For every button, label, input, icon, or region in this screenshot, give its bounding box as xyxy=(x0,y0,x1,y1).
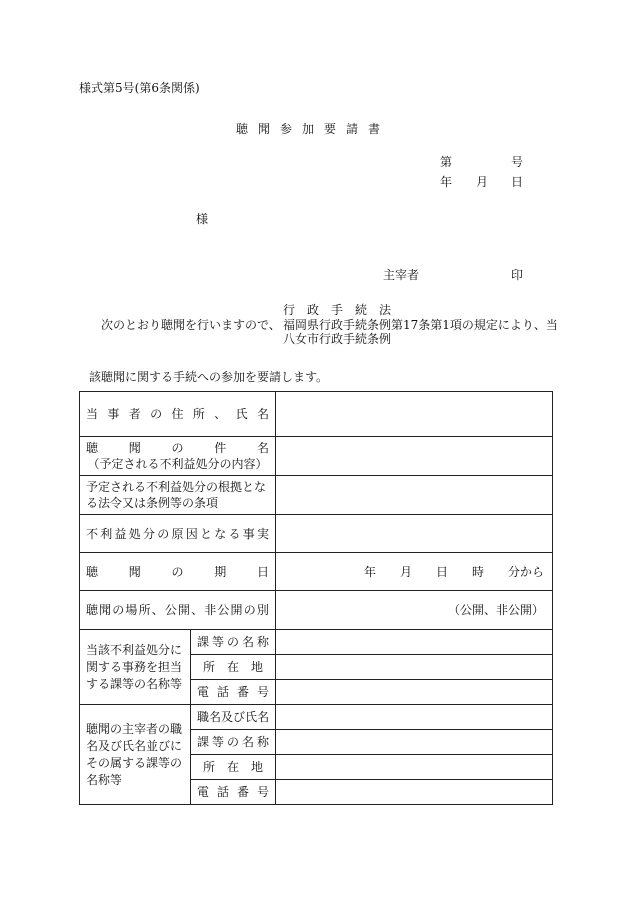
hearing-date-label xyxy=(86,564,269,580)
label-char: 聴 xyxy=(86,564,99,579)
cause-label-cell xyxy=(80,515,276,553)
label-char: 話 xyxy=(217,785,230,799)
label-char: な xyxy=(214,526,227,541)
place-label-cell xyxy=(80,591,276,630)
document-title: 聴聞参加要請書 xyxy=(236,122,391,136)
table-row xyxy=(80,553,553,591)
dept-name2-value-cell xyxy=(276,730,553,755)
seal-mark: 印 xyxy=(511,268,524,282)
table-row xyxy=(80,437,553,476)
label-char: の xyxy=(227,635,240,649)
place-label xyxy=(86,602,269,618)
label-char: の xyxy=(171,564,184,579)
label-char: び xyxy=(233,710,246,724)
label-char: 話 xyxy=(217,685,230,699)
basis-label-cell xyxy=(80,476,276,515)
label-char: 所 xyxy=(138,603,151,617)
matter-label xyxy=(86,440,269,456)
label-char: 所 xyxy=(203,760,216,774)
matter-sublabel: （予定される不利益処分の内容） xyxy=(87,457,268,471)
label-char: 職 xyxy=(197,710,210,724)
label-char: の xyxy=(243,603,256,617)
cause-label xyxy=(86,526,269,542)
phone2-label xyxy=(197,784,269,800)
location-label-cell xyxy=(191,655,276,680)
label-char: 別 xyxy=(256,603,269,617)
addressee-suffix: 様 xyxy=(196,212,209,226)
label-char: 事 xyxy=(242,526,255,541)
hearing-form-table xyxy=(79,391,553,805)
label-char: 氏 xyxy=(235,407,248,421)
basis-label-line1: 予定される不利益処分の根拠とな xyxy=(86,480,267,494)
table-row xyxy=(80,705,553,730)
location-value-cell xyxy=(276,655,553,680)
dept-name-label-cell xyxy=(191,630,276,655)
label-char: 地 xyxy=(251,660,264,674)
label-char: 聞 xyxy=(99,603,112,617)
label-char: 所 xyxy=(203,660,216,674)
law-option-2: 福岡県行政手続条例第17条第1項の規定により、当 xyxy=(283,318,558,332)
label-char: 聴 xyxy=(86,441,99,455)
label-char: 日 xyxy=(257,564,270,579)
label-char: 分 xyxy=(143,526,156,541)
label-char: 不 xyxy=(86,526,99,541)
location2-label-cell xyxy=(191,755,276,780)
label-char: 非 xyxy=(204,603,217,617)
label-char: 電 xyxy=(197,785,210,799)
phone-label-cell xyxy=(191,680,276,705)
basis-label-line2: る法令又は条例等の条項 xyxy=(86,496,219,510)
label-char: 氏 xyxy=(245,710,258,724)
label-char: 番 xyxy=(237,685,250,699)
form-number: 様式第5号(第6条関係) xyxy=(79,81,200,95)
label-char: 在 xyxy=(227,660,240,674)
table-row xyxy=(80,476,553,515)
label-char: 件 xyxy=(214,441,227,455)
label-char: 名 xyxy=(257,710,270,724)
label-char: 号 xyxy=(257,685,270,699)
table-row xyxy=(80,392,553,437)
dept-name2-label-cell xyxy=(191,730,276,755)
label-char: 名 xyxy=(257,441,270,455)
date-day: 日 xyxy=(511,175,524,189)
label-char: 地 xyxy=(251,760,264,774)
title-name-label-cell xyxy=(191,705,276,730)
party-label-cell xyxy=(80,392,276,437)
label-char: 住 xyxy=(171,407,184,421)
label-char: 、 xyxy=(214,407,227,421)
doc-number-dai: 第 xyxy=(440,155,453,169)
label-char: 称 xyxy=(257,635,270,649)
label-char: 名 xyxy=(242,635,255,649)
dept-name-value-cell xyxy=(276,630,553,655)
basis-value-cell xyxy=(276,476,553,515)
label-char: 聞 xyxy=(128,441,141,455)
label-char: の xyxy=(171,441,184,455)
location2-label xyxy=(203,759,263,775)
title-name-label xyxy=(197,709,269,725)
presider-group-label: 聴聞の主宰者の職名及び氏名並びにその属する課等の名称等 xyxy=(80,705,191,805)
label-char: の xyxy=(157,526,170,541)
label-char: 番 xyxy=(237,785,250,799)
label-char: 課 xyxy=(197,735,210,749)
hearing-date-value: 年 月 日 時 分から xyxy=(276,553,553,591)
location-label xyxy=(203,659,263,675)
dept-name-label xyxy=(197,634,269,650)
doc-number-go: 号 xyxy=(511,155,524,169)
label-char: 当 xyxy=(86,407,99,421)
label-char: 原 xyxy=(171,526,184,541)
hearing-date-label-cell xyxy=(80,553,276,591)
place-value: （公開、非公開） xyxy=(276,591,553,630)
label-char: 者 xyxy=(128,407,141,421)
label-char: 事 xyxy=(107,407,120,421)
date-year: 年 xyxy=(440,175,453,189)
presider-label: 主宰者 xyxy=(383,268,420,282)
title-name-value-cell xyxy=(276,705,553,730)
dept-group-label: 当該不利益処分に関する事務を担当する課等の名称等 xyxy=(80,630,191,705)
table-row xyxy=(80,515,553,553)
label-char: の xyxy=(112,603,125,617)
label-char: 等 xyxy=(212,635,225,649)
law-option-1: 行 政 手 続 法 xyxy=(283,303,392,317)
label-char: 処 xyxy=(128,526,141,541)
label-char: と xyxy=(200,526,213,541)
label-char: 称 xyxy=(257,735,270,749)
label-char: 場 xyxy=(125,603,138,617)
location2-value-cell xyxy=(276,755,553,780)
label-char: 電 xyxy=(197,685,210,699)
label-char: 等 xyxy=(212,735,225,749)
phone-value-cell xyxy=(276,680,553,705)
cause-value-cell xyxy=(276,515,553,553)
party-label xyxy=(86,406,269,422)
request-text: 該聴聞に関する手続への参加を要請します。 xyxy=(89,370,329,384)
label-char: 、 xyxy=(191,603,204,617)
label-char: 名 xyxy=(242,735,255,749)
label-char: 因 xyxy=(185,526,198,541)
table-row xyxy=(80,630,553,655)
label-char: 、 xyxy=(151,603,164,617)
label-char: 益 xyxy=(114,526,127,541)
label-char: る xyxy=(228,526,241,541)
label-char: 利 xyxy=(100,526,113,541)
label-char: 開 xyxy=(230,603,243,617)
label-char: 公 xyxy=(217,603,230,617)
label-char: の xyxy=(150,407,163,421)
label-char: 開 xyxy=(177,603,190,617)
label-char: 期 xyxy=(214,564,227,579)
label-char: 名 xyxy=(257,407,270,421)
label-char: 在 xyxy=(227,760,240,774)
label-char: 所 xyxy=(192,407,205,421)
matter-label-cell xyxy=(80,437,276,476)
label-char: 名 xyxy=(209,710,222,724)
date-month: 月 xyxy=(476,175,489,189)
matter-value-cell xyxy=(276,437,553,476)
label-char: の xyxy=(227,735,240,749)
dept-name2-label xyxy=(197,734,269,750)
lead-text: 次のとおり聴聞を行いますので、 xyxy=(101,318,281,332)
phone-label xyxy=(197,684,269,700)
phone2-label-cell xyxy=(191,780,276,805)
label-char: 聴 xyxy=(86,603,99,617)
party-value-cell xyxy=(276,392,553,437)
law-option-3: 八女市行政手続条例 xyxy=(283,332,392,346)
label-char: 実 xyxy=(257,526,270,541)
table-row xyxy=(80,591,553,630)
label-char: 聞 xyxy=(128,564,141,579)
label-char: 課 xyxy=(197,635,210,649)
phone2-value-cell xyxy=(276,780,553,805)
label-char: 号 xyxy=(257,785,270,799)
label-char: 公 xyxy=(164,603,177,617)
label-char: 及 xyxy=(221,710,234,724)
